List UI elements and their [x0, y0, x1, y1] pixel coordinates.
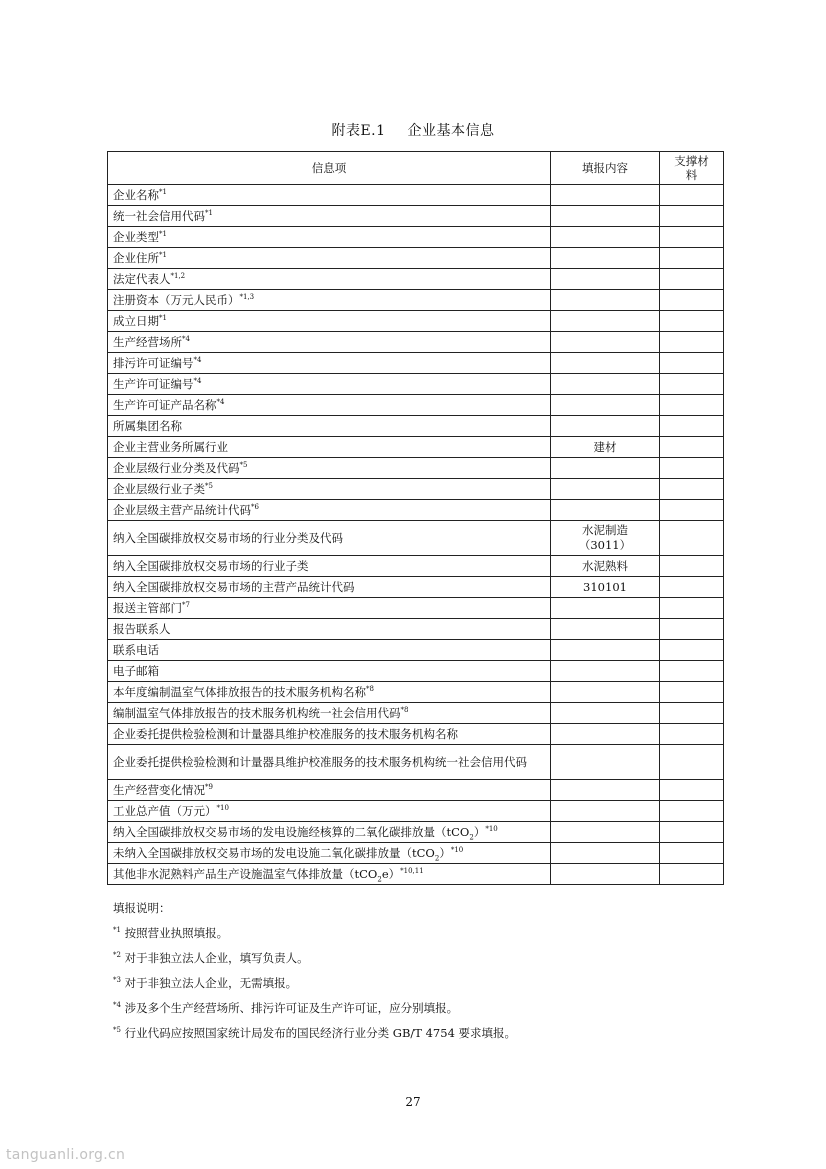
table-row — [108, 577, 724, 598]
material-cell — [660, 332, 724, 353]
note-mark: *4 — [113, 1001, 121, 1010]
subscript: 2 — [377, 874, 382, 883]
footnote-ref: *1 — [159, 229, 167, 238]
info-item-label: 企业委托提供检验检测和计量器具维护校准服务的技术服务机构统一社会信用代码 — [113, 754, 527, 769]
page-number: 27 — [405, 1095, 421, 1109]
table-row — [108, 248, 724, 269]
note-mark: *5 — [113, 1026, 121, 1035]
info-item-cell — [108, 458, 551, 479]
info-item-cell — [108, 311, 551, 332]
info-item-label: 企业委托提供检验检测和计量器具维护校准服务的技术服务机构名称 — [113, 726, 458, 741]
table-code: 附表E.1 — [331, 123, 386, 139]
header-content: 填报内容 — [551, 152, 660, 185]
content-cell — [551, 724, 660, 745]
content-cell — [551, 248, 660, 269]
content-cell — [551, 479, 660, 500]
info-item-label: 注册资本（万元人民币） — [113, 292, 240, 307]
info-item-label: 所属集团名称 — [113, 418, 182, 433]
content-cell — [551, 661, 660, 682]
content-cell — [551, 556, 660, 577]
footnote-ref: *1,3 — [239, 292, 255, 301]
header-row — [108, 152, 724, 185]
content-cell — [551, 206, 660, 227]
table-row — [108, 458, 724, 479]
material-cell — [660, 745, 724, 780]
material-cell — [660, 521, 724, 556]
info-item-cell — [108, 248, 551, 269]
footnote-ref: *1 — [159, 250, 167, 259]
table-row — [108, 185, 724, 206]
material-cell — [660, 661, 724, 682]
content-cell — [551, 500, 660, 521]
footnote-ref: *4 — [182, 334, 190, 343]
info-item-cell — [108, 556, 551, 577]
info-item-label: 法定代表人 — [113, 271, 171, 286]
material-cell — [660, 395, 724, 416]
footnote-ref: *6 — [251, 502, 259, 511]
content-cell — [551, 843, 660, 864]
footnote-ref: *4 — [216, 397, 225, 406]
table-row — [108, 864, 724, 885]
content-cell — [551, 780, 660, 801]
material-cell — [660, 801, 724, 822]
info-item-label: 纳入全国碳排放权交易市场的行业子类 — [113, 558, 309, 573]
note-item — [113, 925, 516, 941]
footnote-ref: *7 — [182, 600, 190, 609]
info-item-label: 编制温室气体排放报告的技术服务机构统一社会信用代码 — [113, 705, 401, 720]
info-item-label: 生产经营变化情况 — [113, 782, 205, 797]
material-cell — [660, 458, 724, 479]
info-item-cell — [108, 640, 551, 661]
content-cell — [551, 374, 660, 395]
footnote-ref: *9 — [205, 782, 213, 791]
content-cell — [551, 395, 660, 416]
table-row — [108, 661, 724, 682]
footnote-ref: *10 — [216, 803, 229, 812]
material-cell — [660, 864, 724, 885]
table-row — [108, 437, 724, 458]
content-cell — [551, 437, 660, 458]
info-item-label: 生产许可证产品名称 — [113, 397, 217, 412]
table-row — [108, 353, 724, 374]
info-item-label: 纳入全国碳排放权交易市场的主营产品统计代码 — [113, 579, 355, 594]
info-item-label: 其他非水泥熟料产品生产设施温室气体排放量（tCO — [113, 866, 378, 881]
table-row — [108, 500, 724, 521]
note-text: 对于非独立法人企业，填写负责人。 — [124, 951, 309, 965]
info-item-cell — [108, 801, 551, 822]
info-item-label: 排污许可证编号 — [113, 355, 194, 370]
info-item-label: 纳入全国碳排放权交易市场的行业分类及代码 — [113, 530, 343, 545]
material-cell — [660, 780, 724, 801]
content-cell — [551, 640, 660, 661]
info-item-cell — [108, 185, 551, 206]
content-cell — [551, 269, 660, 290]
info-item-cell — [108, 290, 551, 311]
footnote-ref: *5 — [239, 460, 248, 469]
subscript: 2 — [469, 832, 474, 841]
footnote-ref: *1,2 — [170, 271, 186, 280]
table-row — [108, 416, 724, 437]
info-item-tail: e） — [381, 866, 401, 881]
info-item-label: 生产经营场所 — [113, 334, 182, 349]
notes-title: 填报说明： — [113, 901, 171, 915]
table-row — [108, 206, 724, 227]
content-cell — [551, 801, 660, 822]
material-cell — [660, 353, 724, 374]
table-row — [108, 801, 724, 822]
content-cell — [551, 311, 660, 332]
footnote-ref: *10,11 — [400, 866, 424, 875]
footnote-ref: *8 — [366, 684, 374, 693]
content-cell — [551, 577, 660, 598]
table-row — [108, 269, 724, 290]
header-item: 信息项 — [108, 152, 551, 185]
material-cell — [660, 822, 724, 843]
info-item-cell — [108, 227, 551, 248]
info-item-label: 报告联系人 — [113, 621, 171, 636]
material-cell — [660, 290, 724, 311]
material-cell — [660, 577, 724, 598]
footnote-ref: *8 — [400, 705, 409, 714]
table-row — [108, 395, 724, 416]
table-row — [108, 640, 724, 661]
info-item-cell — [108, 437, 551, 458]
footnote-ref: *5 — [205, 481, 213, 490]
info-item-label: 电子邮箱 — [113, 663, 159, 678]
note-mark: *3 — [113, 976, 121, 985]
table-row — [108, 311, 724, 332]
info-item-tail: ） — [439, 845, 451, 860]
info-item-label: 生产许可证编号 — [113, 376, 194, 391]
footnote-ref: *4 — [193, 376, 202, 385]
info-item-label: 成立日期 — [113, 313, 159, 328]
content-value: 水泥熟料 — [582, 558, 628, 573]
table-row — [108, 290, 724, 311]
info-item-cell — [108, 780, 551, 801]
subscript: 2 — [434, 853, 440, 862]
table-row — [108, 619, 724, 640]
info-item-cell — [108, 864, 551, 885]
content-value: 310101 — [583, 579, 627, 594]
enterprise-info-table — [107, 151, 724, 885]
info-item-label: 企业层级行业分类及代码 — [113, 460, 240, 475]
content-cell — [551, 416, 660, 437]
header-material: 支撑材料 — [660, 152, 724, 185]
info-item-cell — [108, 724, 551, 745]
info-item-cell — [108, 332, 551, 353]
info-item-label: 统一社会信用代码 — [113, 208, 205, 223]
material-cell — [660, 843, 724, 864]
table-row — [108, 843, 724, 864]
info-item-cell — [108, 598, 551, 619]
info-item-label: 企业类型 — [113, 229, 159, 244]
info-item-label: 报送主管部门 — [113, 600, 182, 615]
notes-list — [113, 925, 516, 1041]
note-text: 行业代码应按照国家统计局发布的国民经济行业分类 GB/T 4754 要求填报。 — [124, 1026, 517, 1040]
table-row — [108, 780, 724, 801]
info-item-cell — [108, 353, 551, 374]
info-item-cell — [108, 745, 551, 780]
content-cell — [551, 682, 660, 703]
table-name: 企业基本信息 — [407, 123, 495, 139]
material-cell — [660, 185, 724, 206]
info-item-label: 本年度编制温室气体排放报告的技术服务机构名称 — [113, 684, 366, 699]
material-cell — [660, 500, 724, 521]
content-cell — [551, 703, 660, 724]
footnote-ref: *1 — [159, 187, 167, 196]
content-cell — [551, 822, 660, 843]
info-item-cell — [108, 843, 551, 864]
info-item-label: 企业名称 — [113, 187, 159, 202]
table-row — [108, 479, 724, 500]
info-item-cell — [108, 703, 551, 724]
material-cell — [660, 416, 724, 437]
content-cell — [551, 521, 660, 556]
info-item-label: 未纳入全国碳排放权交易市场的发电设施二氧化碳排放量（tCO — [113, 845, 435, 860]
material-cell — [660, 724, 724, 745]
footnote-ref: *10 — [450, 845, 464, 854]
footnote-ref: *4 — [193, 355, 202, 364]
content-value-line2: （3011） — [578, 538, 632, 552]
note-item — [113, 950, 516, 966]
note-mark: *1 — [113, 926, 121, 935]
table-body — [108, 185, 724, 885]
table-row — [108, 682, 724, 703]
info-item-cell — [108, 479, 551, 500]
table-row — [108, 374, 724, 395]
material-cell — [660, 682, 724, 703]
info-item-cell — [108, 206, 551, 227]
info-item-label: 企业住所 — [113, 250, 159, 265]
info-item-label: 纳入全国碳排放权交易市场的发电设施经核算的二氧化碳排放量（tCO — [113, 824, 470, 839]
content-cell — [551, 619, 660, 640]
info-item-cell — [108, 269, 551, 290]
content-cell — [551, 332, 660, 353]
info-item-cell — [108, 395, 551, 416]
table-row — [108, 745, 724, 780]
material-cell — [660, 311, 724, 332]
info-item-label: 企业主营业务所属行业 — [113, 439, 228, 454]
material-cell — [660, 437, 724, 458]
info-item-cell — [108, 619, 551, 640]
info-item-cell — [108, 661, 551, 682]
content-cell — [551, 598, 660, 619]
material-cell — [660, 703, 724, 724]
content-cell — [551, 353, 660, 374]
table-row — [108, 703, 724, 724]
info-item-label: 企业层级主营产品统计代码 — [113, 502, 251, 517]
content-value: 建材 — [593, 439, 617, 454]
content-cell — [551, 864, 660, 885]
note-text: 对于非独立法人企业，无需填报。 — [124, 976, 298, 990]
material-cell — [660, 640, 724, 661]
content-cell — [551, 185, 660, 206]
footnote-ref: *1 — [205, 208, 213, 217]
info-item-cell — [108, 521, 551, 556]
table-row — [108, 521, 724, 556]
info-item-tail: ） — [473, 824, 486, 839]
info-item-cell — [108, 577, 551, 598]
info-item-label: 企业层级行业子类 — [113, 481, 205, 496]
material-cell — [660, 479, 724, 500]
fill-notes — [113, 900, 516, 1050]
material-cell — [660, 227, 724, 248]
footnote-ref: *1 — [159, 313, 167, 322]
material-cell — [660, 374, 724, 395]
footnote-ref: *10 — [485, 824, 498, 833]
note-text: 涉及多个生产经营场所、排污许可证及生产许可证，应分别填报。 — [124, 1001, 459, 1015]
info-item-label: 联系电话 — [113, 642, 159, 657]
info-item-label: 工业总产值（万元） — [113, 803, 217, 818]
material-cell — [660, 619, 724, 640]
table-row — [108, 598, 724, 619]
note-item — [113, 975, 516, 991]
content-cell — [551, 290, 660, 311]
table-row — [108, 822, 724, 843]
content-cell — [551, 227, 660, 248]
table-row — [108, 556, 724, 577]
content-cell — [551, 745, 660, 780]
watermark: tanguanli.org.cn — [6, 1147, 126, 1163]
note-item — [113, 1025, 516, 1041]
content-value: 水泥制造 — [582, 523, 628, 537]
note-text: 按照营业执照填报。 — [124, 926, 229, 940]
material-cell — [660, 269, 724, 290]
info-item-cell — [108, 374, 551, 395]
info-item-cell — [108, 682, 551, 703]
info-item-cell — [108, 822, 551, 843]
material-cell — [660, 206, 724, 227]
content-cell — [551, 458, 660, 479]
table-title — [0, 120, 826, 140]
table-row — [108, 332, 724, 353]
info-item-cell — [108, 500, 551, 521]
material-cell — [660, 556, 724, 577]
table-row — [108, 724, 724, 745]
material-cell — [660, 598, 724, 619]
info-item-cell — [108, 416, 551, 437]
material-cell — [660, 248, 724, 269]
note-item — [113, 1000, 516, 1016]
table-row — [108, 227, 724, 248]
note-mark: *2 — [113, 951, 121, 960]
